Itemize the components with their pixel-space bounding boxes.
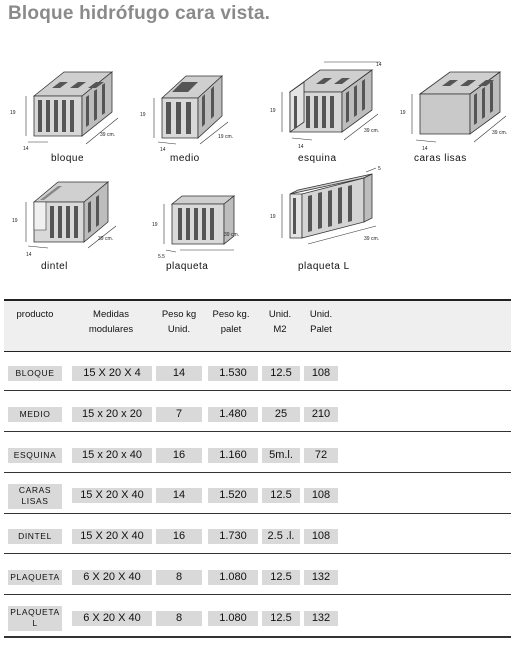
svg-text:5: 5 xyxy=(378,166,381,172)
plaqueta-drawing xyxy=(136,160,264,260)
unid-m2-cell: 12.5 xyxy=(262,366,300,381)
header-medidas: Medidas modulares xyxy=(88,309,134,335)
medidas-cell: 6 X 20 X 40 xyxy=(72,570,152,585)
plaqueta-l-drawing xyxy=(268,160,396,260)
peso-palet-cell: 1.080 xyxy=(208,611,258,626)
unid-m2-cell: 5m.l. xyxy=(262,448,300,463)
svg-text:39 cm.: 39 cm. xyxy=(364,236,380,242)
peso-unid-cell: 14 xyxy=(156,366,202,381)
peso-palet-cell: 1.480 xyxy=(208,407,258,422)
svg-text:19: 19 xyxy=(152,222,158,228)
peso-unid-cell: 7 xyxy=(156,407,202,422)
caption-caras-lisas: caras lisas xyxy=(414,153,467,164)
svg-text:39 cm.: 39 cm. xyxy=(98,236,114,242)
esquina-drawing xyxy=(268,52,396,152)
medidas-cell: 15 x 20 x 40 xyxy=(72,448,152,463)
product-name: PLAQUETA L xyxy=(8,606,62,631)
svg-text:19: 19 xyxy=(10,110,16,116)
svg-text:39 cm.: 39 cm. xyxy=(224,232,240,238)
bloque-drawing xyxy=(8,52,136,152)
peso-unid-cell: 8 xyxy=(156,611,202,626)
unid-palet-cell: 108 xyxy=(304,529,338,544)
row-divider xyxy=(4,472,511,473)
product-name: ESQUINA xyxy=(8,448,62,463)
medidas-cell: 15 x 20 x 20 xyxy=(72,407,152,422)
svg-text:19 cm.: 19 cm. xyxy=(218,134,234,140)
peso-palet-cell: 1.530 xyxy=(208,366,258,381)
medidas-cell: 6 X 20 X 40 xyxy=(72,611,152,626)
svg-text:14: 14 xyxy=(26,252,32,258)
row-divider xyxy=(4,553,511,554)
dintel-drawing xyxy=(8,160,136,260)
medidas-cell: 15 X 20 X 40 xyxy=(72,488,152,503)
row-divider xyxy=(4,431,511,432)
peso-unid-cell: 8 xyxy=(156,570,202,585)
medidas-cell: 15 X 20 X 4 xyxy=(72,366,152,381)
unid-palet-cell: 108 xyxy=(304,488,338,503)
figure-medio xyxy=(136,52,264,164)
caption-dintel: dintel xyxy=(41,261,68,272)
svg-text:19: 19 xyxy=(270,214,276,220)
peso-palet-cell: 1.080 xyxy=(208,570,258,585)
product-name: DINTEL xyxy=(8,529,62,544)
product-name: BLOQUE xyxy=(8,366,62,381)
unid-palet-cell: 72 xyxy=(304,448,338,463)
svg-text:19: 19 xyxy=(400,110,406,116)
table-bottom-rule xyxy=(4,636,511,638)
svg-text:19: 19 xyxy=(270,108,276,114)
caras-lisas-drawing xyxy=(396,52,524,152)
page-title: Bloque hidrófugo cara vista. xyxy=(8,3,271,24)
svg-text:19: 19 xyxy=(12,218,18,224)
header-unid-m2: Unid. M2 xyxy=(268,309,292,335)
svg-text:14: 14 xyxy=(23,146,29,152)
figure-bloque xyxy=(8,52,136,164)
peso-unid-cell: 16 xyxy=(156,448,202,463)
svg-text:14: 14 xyxy=(376,62,382,68)
svg-text:19: 19 xyxy=(140,112,146,118)
svg-text:5.5: 5.5 xyxy=(158,254,165,260)
unid-palet-cell: 132 xyxy=(304,611,338,626)
caption-bloque: bloque xyxy=(51,153,85,164)
caption-plaqueta-l: plaqueta L xyxy=(298,261,350,272)
caption-esquina: esquina xyxy=(298,153,337,164)
peso-palet-cell: 1.730 xyxy=(208,529,258,544)
unid-m2-cell: 12.5 xyxy=(262,488,300,503)
header-producto: producto xyxy=(16,309,54,320)
unid-palet-cell: 210 xyxy=(304,407,338,422)
header-peso-unid: Peso kg Unid. xyxy=(161,309,197,335)
row-divider xyxy=(4,513,511,514)
product-name: MEDIO xyxy=(8,407,62,422)
unid-m2-cell: 2.5 .l. xyxy=(262,529,300,544)
figure-dintel xyxy=(8,160,136,272)
svg-text:39 cm.: 39 cm. xyxy=(100,132,116,138)
peso-palet-cell: 1.520 xyxy=(208,488,258,503)
row-divider xyxy=(4,594,511,595)
caption-plaqueta: plaqueta xyxy=(166,261,209,272)
table-header xyxy=(4,299,511,352)
figure-plaqueta xyxy=(136,160,264,272)
unid-palet-cell: 132 xyxy=(304,570,338,585)
product-name: PLAQUETA xyxy=(8,570,62,585)
medio-drawing xyxy=(136,52,264,152)
peso-unid-cell: 16 xyxy=(156,529,202,544)
header-unid-palet: Unid. Palet xyxy=(309,309,333,335)
svg-text:39 cm.: 39 cm. xyxy=(364,128,380,134)
figure-caras-lisas xyxy=(396,52,524,164)
unid-palet-cell: 108 xyxy=(304,366,338,381)
caption-medio: medio xyxy=(170,153,200,164)
unid-m2-cell: 12.5 xyxy=(262,570,300,585)
unid-m2-cell: 25 xyxy=(262,407,300,422)
product-name: CARAS LISAS xyxy=(8,484,62,509)
svg-text:14: 14 xyxy=(298,144,304,150)
header-peso-palet: Peso kg. palet xyxy=(212,309,250,335)
svg-text:14: 14 xyxy=(160,147,166,152)
row-divider xyxy=(4,390,511,391)
peso-unid-cell: 14 xyxy=(156,488,202,503)
unid-m2-cell: 12.5 xyxy=(262,611,300,626)
medidas-cell: 15 X 20 X 40 xyxy=(72,529,152,544)
svg-text:39 cm.: 39 cm. xyxy=(492,130,508,136)
peso-palet-cell: 1.160 xyxy=(208,448,258,463)
figure-esquina xyxy=(268,52,396,164)
svg-text:14: 14 xyxy=(422,146,428,152)
figure-plaqueta-l xyxy=(268,160,396,272)
